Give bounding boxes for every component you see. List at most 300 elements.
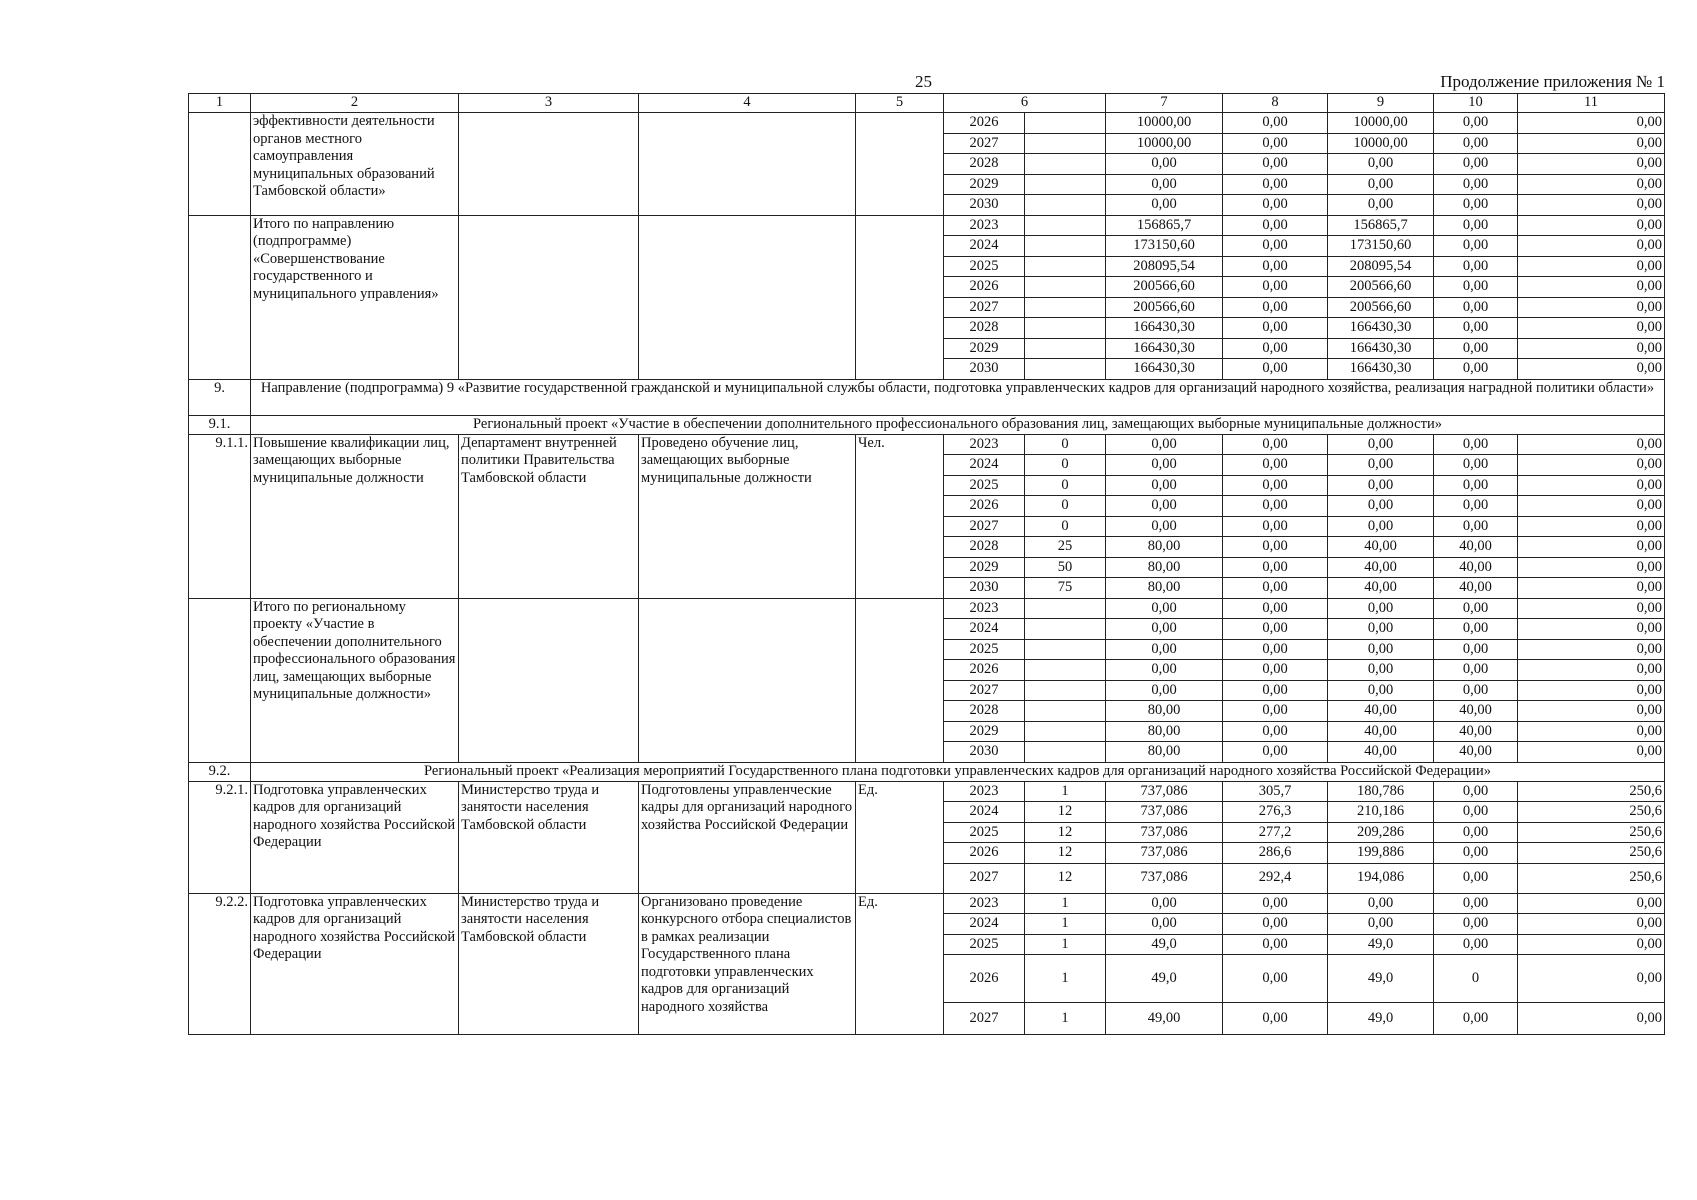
- item-number: [189, 113, 251, 216]
- cell-c7: 166430,30: [1106, 359, 1223, 380]
- item-result: Проведено обучение лиц, замещающих выборные муниципальные должности: [639, 434, 856, 598]
- cell-c9: 166430,30: [1328, 318, 1434, 339]
- item-result: [639, 215, 856, 379]
- page-number: 25: [915, 72, 932, 91]
- cell-c11: 0,00: [1518, 195, 1665, 216]
- cell-c9: 40,00: [1328, 742, 1434, 763]
- cell-c9: 166430,30: [1328, 338, 1434, 359]
- item-result: [639, 598, 856, 762]
- cell-c10: 0,00: [1434, 215, 1518, 236]
- cell-c11: 250,6: [1518, 781, 1665, 802]
- cell-c11: 250,6: [1518, 863, 1665, 893]
- cell-year: 2027: [944, 516, 1025, 537]
- cell-c9: 199,886: [1328, 843, 1434, 864]
- item-name: Итого по региональному проекту «Участие в обеспечении дополнительного профессионального образования лиц, замещающих выборные муниципальные должности»: [251, 598, 459, 762]
- cell-c11: 0,00: [1518, 338, 1665, 359]
- cell-c11: 0,00: [1518, 619, 1665, 640]
- cell-c8: 0,00: [1223, 557, 1328, 578]
- item-number: [189, 215, 251, 379]
- cell-c8: 0,00: [1223, 359, 1328, 380]
- header-col-5: 5: [856, 94, 944, 113]
- cell-c11: 0,00: [1518, 256, 1665, 277]
- cell-c11: 0,00: [1518, 133, 1665, 154]
- cell-year: 2026: [944, 496, 1025, 517]
- cell-c6: [1025, 598, 1106, 619]
- cell-c8: 0,00: [1223, 639, 1328, 660]
- cell-c9: 208095,54: [1328, 256, 1434, 277]
- item-result: Организовано проведение конкурсного отбора специалистов в рамках реализации Государственного плана подготовки управленческих кадров для организаций народного хозяйства: [639, 893, 856, 1035]
- cell-c10: 0,00: [1434, 863, 1518, 893]
- cell-c7: 80,00: [1106, 721, 1223, 742]
- cell-c8: 0,00: [1223, 934, 1328, 955]
- item-unit: Ед.: [856, 781, 944, 893]
- cell-year: 2027: [944, 133, 1025, 154]
- cell-c7: 49,0: [1106, 934, 1223, 955]
- cell-c10: 0,00: [1434, 660, 1518, 681]
- cell-c10: 0,00: [1434, 598, 1518, 619]
- cell-year: 2025: [944, 256, 1025, 277]
- section-title: Направление (подпрограмма) 9 «Развитие государственной гражданской и муниципальной службы области, подготовка управленческих кадров для организаций народного хозяйства, реализация наградной политики области»: [251, 379, 1665, 415]
- header-col-2: 2: [251, 94, 459, 113]
- header-col-11: 11: [1518, 94, 1665, 113]
- cell-c7: 0,00: [1106, 893, 1223, 914]
- cell-c8: 0,00: [1223, 660, 1328, 681]
- cell-c6: [1025, 215, 1106, 236]
- cell-c10: 40,00: [1434, 742, 1518, 763]
- cell-c11: 0,00: [1518, 721, 1665, 742]
- header-col-6: 6: [944, 94, 1106, 113]
- cell-c7: 166430,30: [1106, 318, 1223, 339]
- cell-c6: 1: [1025, 914, 1106, 935]
- section-row: [189, 762, 1665, 781]
- cell-c10: 0,00: [1434, 256, 1518, 277]
- cell-year: 2029: [944, 174, 1025, 195]
- cell-c6: [1025, 680, 1106, 701]
- cell-c9: 0,00: [1328, 914, 1434, 935]
- header-col-7: 7: [1106, 94, 1223, 113]
- cell-c11: 0,00: [1518, 701, 1665, 722]
- cell-c10: 40,00: [1434, 578, 1518, 599]
- cell-c8: 0,00: [1223, 914, 1328, 935]
- cell-c8: 0,00: [1223, 619, 1328, 640]
- cell-c7: 0,00: [1106, 496, 1223, 517]
- cell-c6: 1: [1025, 1003, 1106, 1035]
- cell-c7: 10000,00: [1106, 133, 1223, 154]
- item-result: [639, 113, 856, 216]
- cell-c7: 80,00: [1106, 537, 1223, 558]
- cell-year: 2030: [944, 578, 1025, 599]
- cell-c8: 0,00: [1223, 475, 1328, 496]
- cell-c10: 40,00: [1434, 701, 1518, 722]
- cell-c6: 0: [1025, 475, 1106, 496]
- cell-c8: 0,00: [1223, 598, 1328, 619]
- cell-year: 2026: [944, 843, 1025, 864]
- cell-c11: 0,00: [1518, 680, 1665, 701]
- cell-c11: 0,00: [1518, 154, 1665, 175]
- cell-c11: 0,00: [1518, 598, 1665, 619]
- cell-c11: 0,00: [1518, 455, 1665, 476]
- cell-c8: 0,00: [1223, 578, 1328, 599]
- cell-c9: 0,00: [1328, 174, 1434, 195]
- cell-c6: [1025, 113, 1106, 134]
- cell-c8: 0,00: [1223, 174, 1328, 195]
- cell-c9: 0,00: [1328, 619, 1434, 640]
- cell-c10: 0,00: [1434, 318, 1518, 339]
- item-number: 9.2.2.: [189, 893, 251, 1035]
- cell-c7: 737,086: [1106, 863, 1223, 893]
- cell-c7: 737,086: [1106, 822, 1223, 843]
- cell-c11: 0,00: [1518, 496, 1665, 517]
- item-unit: Чел.: [856, 434, 944, 598]
- cell-c11: 0,00: [1518, 359, 1665, 380]
- cell-c7: 0,00: [1106, 639, 1223, 660]
- cell-year: 2024: [944, 236, 1025, 257]
- cell-c11: 250,6: [1518, 822, 1665, 843]
- cell-c9: 40,00: [1328, 537, 1434, 558]
- cell-year: 2024: [944, 802, 1025, 823]
- cell-c11: 0,00: [1518, 215, 1665, 236]
- cell-c10: 0,00: [1434, 822, 1518, 843]
- cell-c7: 0,00: [1106, 660, 1223, 681]
- cell-c7: 0,00: [1106, 598, 1223, 619]
- cell-c11: 0,00: [1518, 639, 1665, 660]
- item-name: Повышение квалификации лиц, замещающих выборные муниципальные должности: [251, 434, 459, 598]
- cell-c11: 0,00: [1518, 516, 1665, 537]
- cell-c9: 40,00: [1328, 721, 1434, 742]
- cell-c10: 0,00: [1434, 174, 1518, 195]
- cell-year: 2028: [944, 318, 1025, 339]
- cell-c6: [1025, 297, 1106, 318]
- cell-year: 2027: [944, 863, 1025, 893]
- cell-c7: 737,086: [1106, 781, 1223, 802]
- cell-c6: [1025, 277, 1106, 298]
- appendix-table: [188, 93, 1665, 1035]
- cell-year: 2030: [944, 742, 1025, 763]
- cell-c10: 0,00: [1434, 475, 1518, 496]
- cell-c11: 250,6: [1518, 802, 1665, 823]
- cell-year: 2027: [944, 680, 1025, 701]
- cell-c8: 305,7: [1223, 781, 1328, 802]
- item-unit: Ед.: [856, 893, 944, 1035]
- cell-c7: 737,086: [1106, 843, 1223, 864]
- item-number: [189, 598, 251, 762]
- cell-c8: 0,00: [1223, 277, 1328, 298]
- cell-c10: 0,00: [1434, 516, 1518, 537]
- cell-c7: 49,0: [1106, 955, 1223, 1003]
- cell-c10: 0,00: [1434, 496, 1518, 517]
- cell-year: 2023: [944, 434, 1025, 455]
- cell-c10: 0,00: [1434, 1003, 1518, 1035]
- cell-year: 2026: [944, 277, 1025, 298]
- cell-c10: 0,00: [1434, 843, 1518, 864]
- cell-c11: 0,00: [1518, 660, 1665, 681]
- cell-c11: 0,00: [1518, 955, 1665, 1003]
- header-col-4: 4: [639, 94, 856, 113]
- cell-c9: 49,0: [1328, 955, 1434, 1003]
- item-number: 9.2.1.: [189, 781, 251, 893]
- cell-c6: 0: [1025, 434, 1106, 455]
- item-executor: [459, 215, 639, 379]
- cell-c7: 0,00: [1106, 680, 1223, 701]
- cell-year: 2025: [944, 934, 1025, 955]
- cell-c9: 0,00: [1328, 680, 1434, 701]
- cell-c9: 0,00: [1328, 893, 1434, 914]
- table-row: [189, 434, 1665, 455]
- cell-c9: 210,186: [1328, 802, 1434, 823]
- cell-c10: 0,00: [1434, 455, 1518, 476]
- cell-c6: 75: [1025, 578, 1106, 599]
- cell-c7: 49,00: [1106, 1003, 1223, 1035]
- section-row: [189, 415, 1665, 434]
- cell-c8: 0,00: [1223, 680, 1328, 701]
- cell-c6: 12: [1025, 802, 1106, 823]
- section-title: Региональный проект «Реализация мероприятий Государственного плана подготовки управленческих кадров для организаций народного хозяйства Российской Федерации»: [251, 762, 1665, 781]
- cell-year: 2024: [944, 455, 1025, 476]
- item-unit: [856, 113, 944, 216]
- cell-c11: 0,00: [1518, 557, 1665, 578]
- cell-c11: 0,00: [1518, 277, 1665, 298]
- cell-c7: 208095,54: [1106, 256, 1223, 277]
- cell-c7: 0,00: [1106, 434, 1223, 455]
- cell-c8: 0,00: [1223, 256, 1328, 277]
- cell-c8: 0,00: [1223, 742, 1328, 763]
- cell-c9: 0,00: [1328, 475, 1434, 496]
- item-unit: [856, 598, 944, 762]
- cell-c9: 0,00: [1328, 434, 1434, 455]
- cell-c8: 0,00: [1223, 455, 1328, 476]
- cell-c11: 0,00: [1518, 434, 1665, 455]
- cell-year: 2027: [944, 297, 1025, 318]
- cell-c7: 0,00: [1106, 195, 1223, 216]
- cell-c6: 0: [1025, 455, 1106, 476]
- cell-c7: 0,00: [1106, 455, 1223, 476]
- cell-c7: 0,00: [1106, 619, 1223, 640]
- item-result: Подготовлены управленческие кадры для организаций народного хозяйства Российской Федерации: [639, 781, 856, 893]
- cell-c6: [1025, 619, 1106, 640]
- cell-c6: [1025, 256, 1106, 277]
- cell-c8: 0,00: [1223, 318, 1328, 339]
- cell-c11: 0,00: [1518, 893, 1665, 914]
- cell-c9: 156865,7: [1328, 215, 1434, 236]
- cell-year: 2023: [944, 893, 1025, 914]
- cell-year: 2025: [944, 822, 1025, 843]
- item-name: Подготовка управленческих кадров для организаций народного хозяйства Российской Федерации: [251, 781, 459, 893]
- cell-year: 2029: [944, 338, 1025, 359]
- cell-c8: 0,00: [1223, 434, 1328, 455]
- cell-c9: 40,00: [1328, 701, 1434, 722]
- cell-c8: 0,00: [1223, 113, 1328, 134]
- cell-c10: 0,00: [1434, 893, 1518, 914]
- item-executor: Министерство труда и занятости населения Тамбовской области: [459, 893, 639, 1035]
- cell-c8: 286,6: [1223, 843, 1328, 864]
- item-name: эффективности деятельности органов местного самоуправления муниципальных образований Тамбовской области»: [251, 113, 459, 216]
- cell-c8: 0,00: [1223, 721, 1328, 742]
- cell-c7: 200566,60: [1106, 277, 1223, 298]
- cell-c10: 0,00: [1434, 781, 1518, 802]
- cell-year: 2023: [944, 598, 1025, 619]
- header-col-9: 9: [1328, 94, 1434, 113]
- cell-c6: 1: [1025, 893, 1106, 914]
- cell-c6: [1025, 639, 1106, 660]
- cell-c10: 0,00: [1434, 195, 1518, 216]
- cell-c9: 200566,60: [1328, 297, 1434, 318]
- cell-c10: 40,00: [1434, 721, 1518, 742]
- cell-c8: 0,00: [1223, 955, 1328, 1003]
- cell-c8: 0,00: [1223, 1003, 1328, 1035]
- cell-c6: 0: [1025, 496, 1106, 517]
- cell-c11: 0,00: [1518, 318, 1665, 339]
- cell-c9: 0,00: [1328, 516, 1434, 537]
- cell-year: 2027: [944, 1003, 1025, 1035]
- cell-c7: 156865,7: [1106, 215, 1223, 236]
- cell-year: 2028: [944, 537, 1025, 558]
- cell-year: 2024: [944, 914, 1025, 935]
- cell-c6: [1025, 318, 1106, 339]
- cell-c6: 12: [1025, 863, 1106, 893]
- cell-c7: 0,00: [1106, 174, 1223, 195]
- cell-c9: 173150,60: [1328, 236, 1434, 257]
- cell-c7: 737,086: [1106, 802, 1223, 823]
- cell-c10: 0,00: [1434, 802, 1518, 823]
- cell-c6: 1: [1025, 955, 1106, 1003]
- cell-c11: 0,00: [1518, 914, 1665, 935]
- cell-c10: 40,00: [1434, 557, 1518, 578]
- cell-c9: 40,00: [1328, 578, 1434, 599]
- cell-c11: 0,00: [1518, 934, 1665, 955]
- cell-c10: 0,00: [1434, 914, 1518, 935]
- cell-year: 2026: [944, 113, 1025, 134]
- cell-c7: 0,00: [1106, 475, 1223, 496]
- cell-c7: 80,00: [1106, 578, 1223, 599]
- cell-c7: 80,00: [1106, 557, 1223, 578]
- cell-year: 2024: [944, 619, 1025, 640]
- cell-c9: 49,0: [1328, 1003, 1434, 1035]
- cell-c9: 40,00: [1328, 557, 1434, 578]
- cell-c10: 0,00: [1434, 277, 1518, 298]
- cell-c9: 0,00: [1328, 496, 1434, 517]
- item-executor: [459, 113, 639, 216]
- cell-c9: 10000,00: [1328, 133, 1434, 154]
- cell-c8: 0,00: [1223, 516, 1328, 537]
- cell-c6: [1025, 660, 1106, 681]
- cell-c6: [1025, 742, 1106, 763]
- cell-c6: [1025, 154, 1106, 175]
- cell-c10: 0,00: [1434, 133, 1518, 154]
- cell-c6: [1025, 359, 1106, 380]
- cell-c6: 12: [1025, 843, 1106, 864]
- cell-c8: 0,00: [1223, 297, 1328, 318]
- table-row: [189, 215, 1665, 236]
- cell-c8: 0,00: [1223, 701, 1328, 722]
- cell-c6: [1025, 174, 1106, 195]
- item-executor: [459, 598, 639, 762]
- header-col-1: 1: [189, 94, 251, 113]
- cell-c7: 0,00: [1106, 154, 1223, 175]
- cell-year: 2023: [944, 215, 1025, 236]
- cell-year: 2029: [944, 721, 1025, 742]
- cell-year: 2025: [944, 475, 1025, 496]
- cell-c6: [1025, 195, 1106, 216]
- cell-c6: 1: [1025, 934, 1106, 955]
- cell-c8: 0,00: [1223, 496, 1328, 517]
- cell-c10: 0,00: [1434, 619, 1518, 640]
- cell-c6: [1025, 721, 1106, 742]
- cell-c7: 0,00: [1106, 516, 1223, 537]
- cell-c7: 80,00: [1106, 742, 1223, 763]
- cell-c9: 0,00: [1328, 154, 1434, 175]
- cell-c10: 0,00: [1434, 297, 1518, 318]
- cell-c9: 10000,00: [1328, 113, 1434, 134]
- cell-c11: 0,00: [1518, 113, 1665, 134]
- cell-c7: 173150,60: [1106, 236, 1223, 257]
- cell-c10: 0,00: [1434, 680, 1518, 701]
- item-name: Итого по направлению (подпрограмме) «Совершенствование государственного и муниципального управления»: [251, 215, 459, 379]
- cell-c11: 0,00: [1518, 742, 1665, 763]
- header-row: [189, 94, 1665, 113]
- item-number: 9.1.1.: [189, 434, 251, 598]
- cell-c11: 0,00: [1518, 537, 1665, 558]
- section-title: Региональный проект «Участие в обеспечении дополнительного профессионального образования лиц, замещающих выборные муниципальные должности»: [251, 415, 1665, 434]
- cell-c8: 0,00: [1223, 195, 1328, 216]
- section-number: 9.2.: [189, 762, 251, 781]
- cell-c11: 250,6: [1518, 843, 1665, 864]
- cell-c11: 0,00: [1518, 236, 1665, 257]
- cell-year: 2025: [944, 639, 1025, 660]
- cell-c10: 0,00: [1434, 639, 1518, 660]
- cell-c9: 49,0: [1328, 934, 1434, 955]
- cell-c10: 40,00: [1434, 537, 1518, 558]
- cell-c8: 292,4: [1223, 863, 1328, 893]
- cell-c7: 10000,00: [1106, 113, 1223, 134]
- cell-c8: 0,00: [1223, 537, 1328, 558]
- cell-c6: [1025, 338, 1106, 359]
- cell-c10: 0: [1434, 955, 1518, 1003]
- cell-c10: 0,00: [1434, 113, 1518, 134]
- table-row: [189, 113, 1665, 134]
- item-name: Подготовка управленческих кадров для организаций народного хозяйства Российской Федерации: [251, 893, 459, 1035]
- item-unit: [856, 215, 944, 379]
- cell-c8: 277,2: [1223, 822, 1328, 843]
- cell-c10: 0,00: [1434, 359, 1518, 380]
- cell-c11: 0,00: [1518, 1003, 1665, 1035]
- cell-year: 2029: [944, 557, 1025, 578]
- cell-c9: 194,086: [1328, 863, 1434, 893]
- cell-c6: 12: [1025, 822, 1106, 843]
- cell-c9: 0,00: [1328, 660, 1434, 681]
- cell-c9: 166430,30: [1328, 359, 1434, 380]
- cell-year: 2030: [944, 359, 1025, 380]
- cell-year: 2026: [944, 660, 1025, 681]
- cell-c9: 0,00: [1328, 598, 1434, 619]
- cell-c7: 80,00: [1106, 701, 1223, 722]
- cell-c8: 276,3: [1223, 802, 1328, 823]
- cell-c11: 0,00: [1518, 475, 1665, 496]
- cell-c8: 0,00: [1223, 133, 1328, 154]
- cell-year: 2023: [944, 781, 1025, 802]
- cell-c10: 0,00: [1434, 338, 1518, 359]
- cell-c9: 180,786: [1328, 781, 1434, 802]
- cell-c8: 0,00: [1223, 236, 1328, 257]
- cell-c6: [1025, 133, 1106, 154]
- cell-c6: 25: [1025, 537, 1106, 558]
- cell-year: 2028: [944, 701, 1025, 722]
- cell-year: 2028: [944, 154, 1025, 175]
- table-row: [189, 598, 1665, 619]
- section-number: 9.: [189, 379, 251, 415]
- cell-c7: 200566,60: [1106, 297, 1223, 318]
- cell-c11: 0,00: [1518, 578, 1665, 599]
- section-number: 9.1.: [189, 415, 251, 434]
